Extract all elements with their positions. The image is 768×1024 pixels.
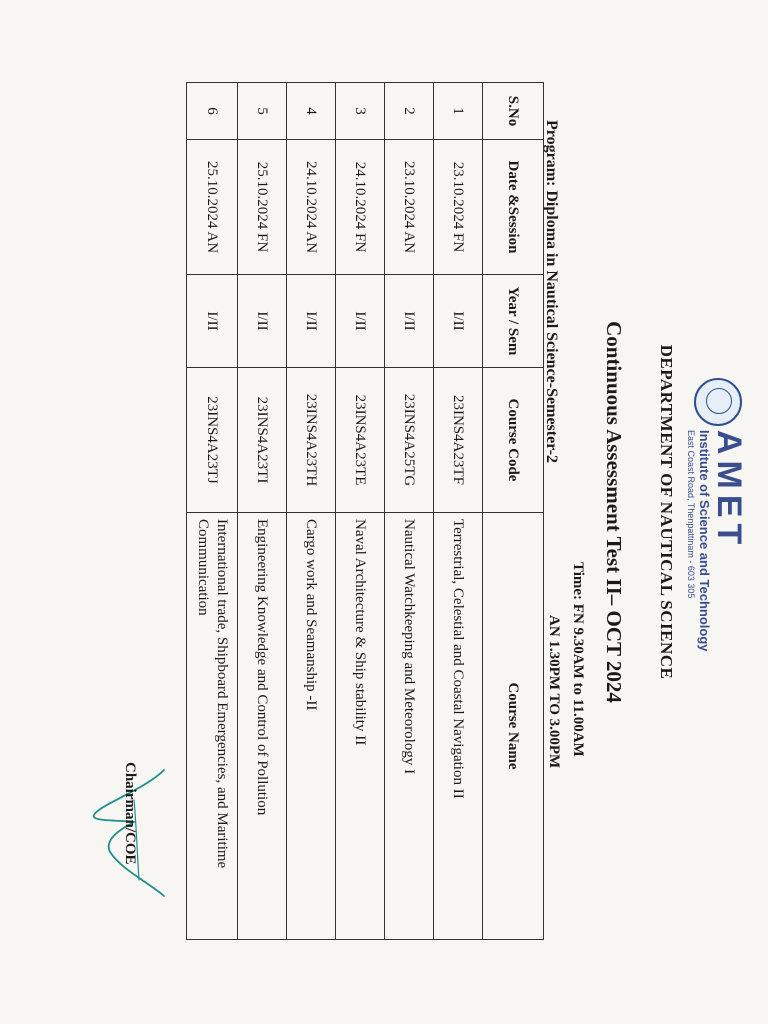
cell-date-session: 25.10.2024 FN (238, 140, 287, 275)
table-row (287, 83, 336, 940)
time-afternoon: AN 1.30PM TO 3.00PM (546, 615, 562, 769)
header-course-name: Course Name (483, 513, 544, 940)
signature-icon (84, 760, 194, 900)
cell-course-name: International trade, Shipboard Emergencies, and Maritime Communication (187, 513, 238, 940)
cell-course-code: 23INS4A23TE (336, 368, 385, 513)
cell-date-session: 24.10.2024 FN (336, 140, 385, 275)
cell-course-code: 23INS4A23TJ (187, 368, 238, 513)
cell-year-sem: I/II (287, 275, 336, 368)
cell-sno: 3 (336, 83, 385, 140)
cell-course-name: Engineering Knowledge and Control of Pollution (238, 513, 287, 940)
institute-logo-block (684, 378, 748, 652)
table-header-row (483, 83, 544, 940)
department-heading: DEPARTMENT OF NAUTICAL SCIENCE (657, 344, 676, 680)
cell-year-sem: I/II (385, 275, 434, 368)
cell-sno: 2 (385, 83, 434, 140)
cell-sno: 6 (187, 83, 238, 140)
program-label: Program: Diploma in Nautical Science-Semester-2 (543, 120, 560, 464)
cell-sno: 4 (287, 83, 336, 140)
cell-date-session: 23.10.2024 FN (434, 140, 483, 275)
institute-name: Institute of Science and Technology (697, 430, 712, 652)
cell-year-sem: I/II (434, 275, 483, 368)
cell-date-session: 25.10.2024 AN (187, 140, 238, 275)
cell-year-sem: I/II (336, 275, 385, 368)
cell-year-sem: I/II (187, 275, 238, 368)
table-row (385, 83, 434, 940)
cell-sno: 1 (434, 83, 483, 140)
cell-course-code: 23INS4A23TF (434, 368, 483, 513)
exam-schedule-table (186, 82, 544, 940)
table-row (187, 83, 238, 940)
time-forenoon: Time: FN 9.30AM to 11.00AM (570, 562, 586, 757)
cell-course-code: 23INS4A23TI (238, 368, 287, 513)
exam-title: Continuous Assessment Test II– OCT 2024 (602, 321, 626, 703)
table-row (238, 83, 287, 940)
cell-year-sem: I/II (238, 275, 287, 368)
header-date-session: Date &Session (483, 140, 544, 275)
cell-date-session: 23.10.2024 AN (385, 140, 434, 275)
cell-course-name: Terrestrial, Celestial and Coastal Navigation II (434, 513, 483, 940)
brand-name: AMET (710, 430, 748, 551)
header-sno: S.No (483, 83, 544, 140)
cell-course-name: Naval Architecture & Ship stability II (336, 513, 385, 940)
cell-course-name: Cargo work and Seamanship -II (287, 513, 336, 940)
cell-date-session: 24.10.2024 AN (287, 140, 336, 275)
table-row (336, 83, 385, 940)
cell-course-name: Nautical Watchkeeping and Meteorology I (385, 513, 434, 940)
institute-seal-icon (694, 378, 742, 426)
header-year-sem: Year / Sem (483, 275, 544, 368)
cell-sno: 5 (238, 83, 287, 140)
institute-address: East Coast Road, Thenpattinam - 603 305 (686, 430, 696, 599)
signatory-label: Chairman/COE (122, 762, 138, 865)
table-row (434, 83, 483, 940)
cell-course-code: 23INS4A23TH (287, 368, 336, 513)
cell-course-code: 23INS4A25TG (385, 368, 434, 513)
header-course-code: Course Code (483, 368, 544, 513)
